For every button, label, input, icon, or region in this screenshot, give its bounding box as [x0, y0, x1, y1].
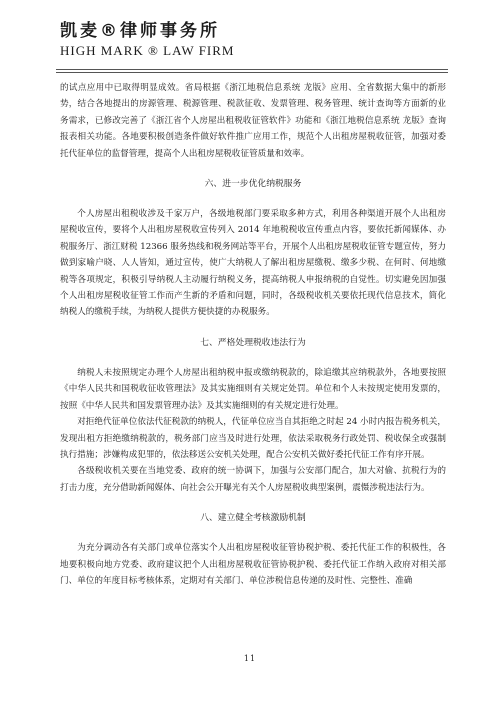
paragraph-tax-service: 个人房屋出租税收涉及千家万户，各级地税部门要采取多种方式，利用各种渠道开展个人出租房屋税收宣传，要将个人出租房屋税收宣传列入 2014 年地税税收宣传重点内容，要依托新闻媒体、办税服务厅、浙江财税 12366 服务热线和税务网站等平台，开展个人出租房屋税收征管专题宣传，努力做到家喻户晓、人人皆知，通过宣传，使广大纳税人了解出租房屋缴税、缴多少税、在何时、何地缴税等各项规定，积极引导纳税人主动履行纳税义务，提高纳税人申报纳税的自觉性。切实避免因加强个人出租房屋税收征管工作而产生新的矛盾和问题，同时，各级税收机关要依托现代信息技术，简化纳税人的缴税手续，为纳税人提供方便快捷的办税服务。	[60, 209, 446, 318]
firm-logo	[60, 20, 290, 66]
paragraph-intro-continued: 的试点应用中已取得明显成效。省局根据《浙江地税信息系统 龙版》应用、全省数据大集中的新形势，结合各地提出的房源管理、税源管理、税款征收、发票管理、税务管理、统计查询等方面新的业务需求，已修改完善了《浙江省个人房屋出租税收征管软件》功能和《浙江地税信息系统 龙版》查询报表相关功能。各地要积极创造条件做好软件推广应用工作，规范个人出租房屋税收征管，加强对委托代征单位的监督管理，提高个人出租房屋税收征管质量和效率。	[60, 83, 446, 159]
section-heading-7: 七、严格处理税收违法行为	[200, 337, 306, 348]
section-heading-8: 八、建立健全考核激励机制	[200, 513, 306, 524]
document-body	[60, 80, 446, 589]
firm-name-english: HIGH MARK ® LAW FIRM	[60, 43, 235, 58]
page-number: 11	[243, 654, 257, 663]
header-rule-thin	[56, 72, 448, 73]
paragraph-penalty-rules: 纳税人未按照规定办理个人房屋出租纳税申报或缴纳税款的，除追缴其应纳税款外，各地要按照《中华人民共和国税收征收管理法》及其实施细则有关规定处罚。单位和个人未按规定使用发票的，按照《中华人民共和国发票管理办法》及其实施细则的有关规定进行处理。	[60, 367, 446, 411]
section-heading-6: 六、进一步优化纳税服务	[204, 179, 302, 190]
paragraph-incentive-mechanism: 为充分调动各有关部门或单位落实个人出租房屋税收征管协税护税、委托代征工作的积极性，各地要积极向地方党委、政府建议把个人出租房屋税收征管协税护税、委托代征工作纳入政府对相关部门、单位的年度目标考核体系，定期对有关部门、单位涉税信息传递的及时性、完整性、准确	[60, 543, 446, 586]
firm-name-chinese: 凯麦®律师事务所	[60, 21, 220, 41]
paragraph-enforcement: 各级税收机关要在当地党委、政府的统一协调下，加强与公安部门配合，加大对偷、抗税行为的打击力度，充分借助新闻媒体、向社会公开曝光有关个人房屋税收典型案例，震慑涉税违法行为。	[60, 466, 446, 493]
paragraph-refusal-handling: 对拒绝代征单位依法代征税款的纳税人，代征单位应当自其拒绝之时起 24 小时内报告税务机关，发现出租方拒绝缴纳税款的，税务部门应当及时进行处理，依法采取税务行政处罚、税收保全或强制执行措施；涉嫌构成犯罪的，依法移送公安机关处理，配合公安机关做好委托代征工作有序开展。	[60, 417, 446, 460]
header-rule-thick	[56, 69, 448, 70]
